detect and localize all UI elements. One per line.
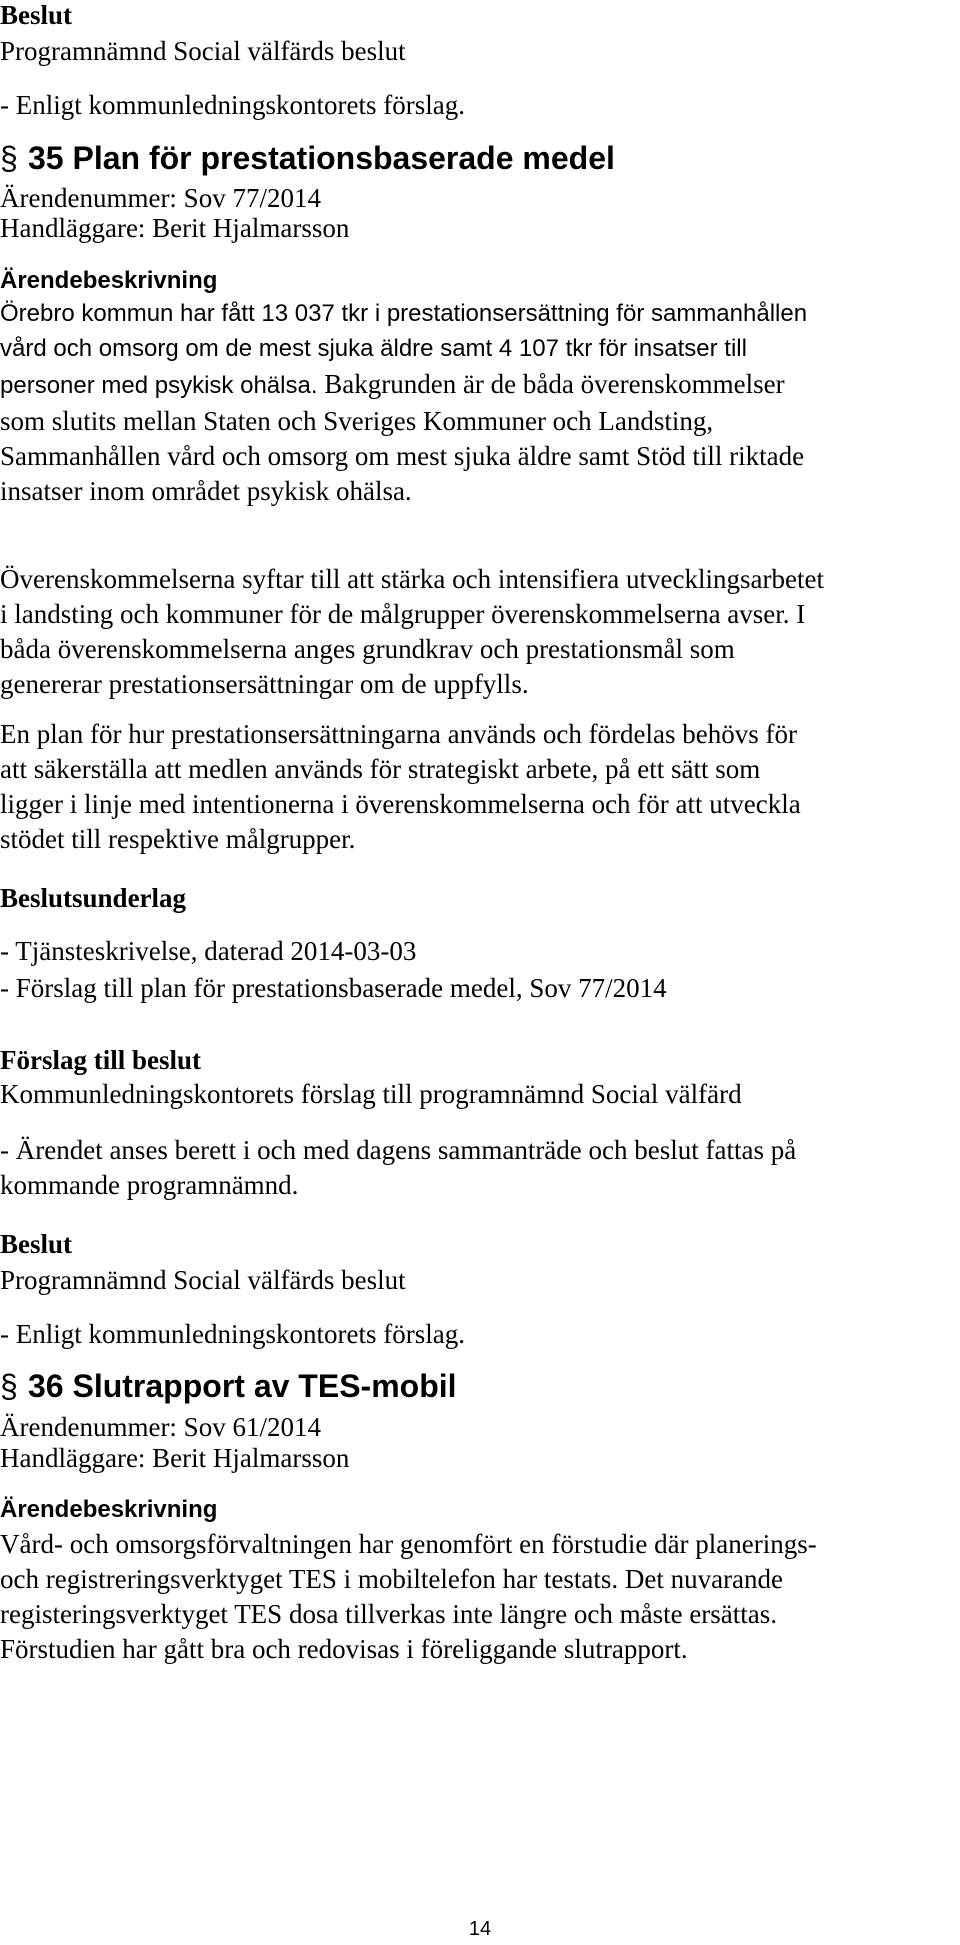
- paragraph-line: båda överenskommelserna anges grundkrav och prestationsmål som: [0, 634, 735, 664]
- description-paragraph-1: [0, 1527, 817, 1667]
- section-35-heading: [0, 138, 615, 178]
- paragraph-line: - Ärendet anses berett i och med dagens sammanträde och beslut fattas på: [0, 1135, 797, 1165]
- paragraph-line: registeringsverktyget TES dosa tillverkas inte längre och måste ersättas.: [0, 1599, 778, 1629]
- description-heading: Ärendebeskrivning: [0, 1496, 218, 1523]
- page-number: 14: [468, 1918, 492, 1940]
- section-35-title: 35 Plan för prestationsbaserade medel: [28, 140, 615, 176]
- case-handler: Handläggare: Berit Hjalmarsson: [0, 213, 350, 243]
- beslut-item: - Enligt kommunledningskontorets förslag.: [0, 90, 465, 120]
- decision-item: - Enligt kommunledningskontorets förslag.: [0, 1319, 465, 1349]
- basis-item: - Förslag till plan för prestationsbaserade medel, Sov 77/2014: [0, 973, 667, 1003]
- paragraph-line: Förstudien har gått bra och redovisas i föreliggande slutrapport.: [0, 1634, 688, 1664]
- decision-heading: Beslut: [0, 1229, 73, 1259]
- paragraph-line: vård och omsorg om de mest sjuka äldre samt 4 107 tkr för insatser till: [0, 335, 747, 362]
- proposal-item: [0, 1133, 796, 1203]
- paragraph-line: Sammanhållen vård och omsorg om mest sjuka äldre samt Stöd till riktade: [0, 441, 805, 471]
- paragraph-line: genererar prestationsersättningar om de uppfylls.: [0, 669, 529, 699]
- paragraph-line: att säkerställa att medlen används för strategiskt arbete, på ett sätt som: [0, 754, 761, 784]
- basis-item: - Tjänsteskrivelse, daterad 2014-03-03: [0, 936, 417, 966]
- paragraph-line-end: Bakgrunden är de båda överenskommelser: [317, 369, 785, 399]
- section-36-heading: [0, 1366, 457, 1406]
- paragraph-line: stödet till respektive målgrupper.: [0, 824, 356, 854]
- basis-heading: Beslutsunderlag: [0, 883, 187, 913]
- proposal-body: Kommunledningskontorets förslag till programnämnd Social välfärd: [0, 1079, 742, 1109]
- paragraph-line: Örebro kommun har fått 13 037 tkr i prestationsersättning för sammanhållen: [0, 300, 808, 327]
- case-number: Ärendenummer: Sov 77/2014: [0, 183, 321, 213]
- paragraph-line: i landsting och kommuner för de målgrupper överenskommelserna avser. I: [0, 599, 806, 629]
- basis-list: [0, 933, 667, 1007]
- proposal-heading: Förslag till beslut: [0, 1045, 201, 1075]
- paragraph-line: Överenskommelserna syftar till att stärka och intensifiera utvecklingsarbetet: [0, 564, 824, 594]
- description-paragraph-2: [0, 562, 824, 702]
- decision-body: Programnämnd Social välfärds beslut: [0, 1265, 406, 1295]
- paragraph-line: ligger i linje med intentionerna i överenskommelserna och för att utveckla: [0, 789, 801, 819]
- description-heading: Ärendebeskrivning: [0, 267, 218, 294]
- case-number: Ärendenummer: Sov 61/2014: [0, 1412, 321, 1442]
- section-symbol: §: [0, 1368, 18, 1404]
- paragraph-line: Vård- och omsorgsförvaltningen har genomfört en förstudie där planerings-: [0, 1529, 817, 1559]
- section-symbol: §: [0, 140, 18, 176]
- paragraph-line: som slutits mellan Staten och Sveriges Kommuner och Landsting,: [0, 406, 714, 436]
- case-handler: Handläggare: Berit Hjalmarsson: [0, 1443, 350, 1473]
- paragraph-line: En plan för hur prestationsersättningarna används och fördelas behövs för: [0, 719, 798, 749]
- paragraph-line: [0, 366, 807, 403]
- paragraph-line: och registreringsverktyget TES i mobiltelefon har testats. Det nuvarande: [0, 1564, 784, 1594]
- section-36-title: 36 Slutrapport av TES-mobil: [28, 1368, 457, 1404]
- paragraph-line: insatser inom området psykisk ohälsa.: [0, 476, 412, 506]
- description-paragraph-1: [0, 296, 807, 403]
- paragraph-line: kommande programnämnd.: [0, 1170, 299, 1200]
- beslut-body: Programnämnd Social välfärds beslut: [0, 36, 406, 66]
- beslut-heading: Beslut: [0, 0, 73, 30]
- description-paragraph-1-cont: [0, 404, 804, 509]
- description-paragraph-3: [0, 717, 801, 857]
- paragraph-line-start: personer med psykisk ohälsa.: [0, 372, 318, 399]
